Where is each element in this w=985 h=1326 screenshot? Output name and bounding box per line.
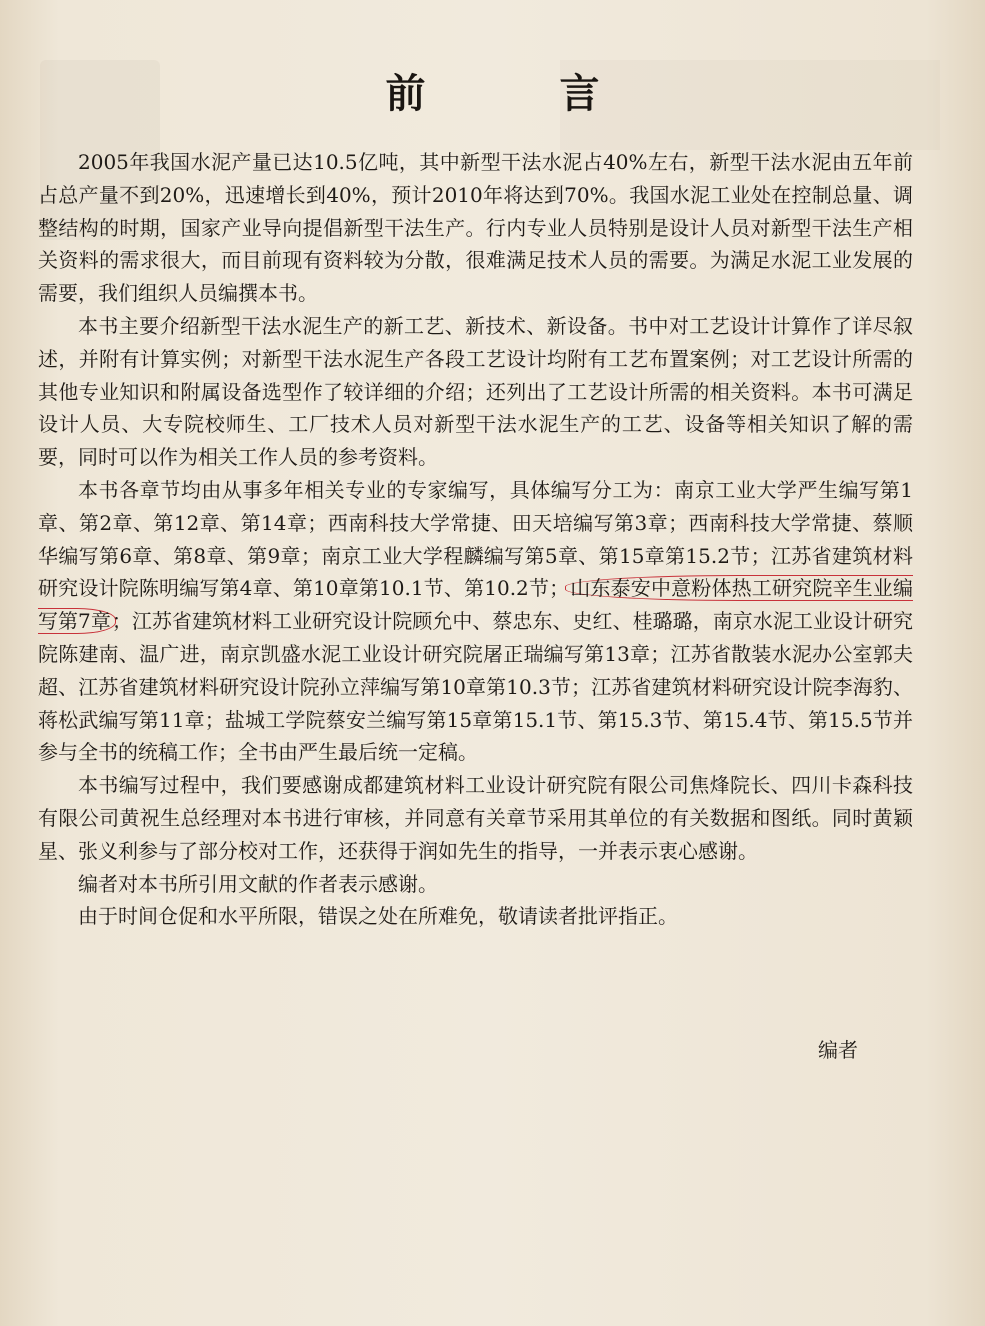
paragraph-3-end: ；江苏省建筑材料工业研究设计院顾允中、蔡忠东、史红、桂璐璐，南京水泥工业设计研究院陈建南、温广进，南京凯盛水泥工业设计研究院屠正瑞编写第13章；江苏省散装水泥办公室郭夫超、江苏省建筑材料研究设计院孙立萍编写第10章第10.3节；江苏省建筑材料研究设计院李海豹、蒋松武编写第11章；盐城工学院蔡安兰编写第15章第15.1节、第15.3节、第15.4节、第15.5节并参与全书的统稿工作；全书由严生最后统一定稿。: [38, 609, 913, 765]
signature-editors: 编者: [818, 1038, 858, 1062]
paragraph-4: 本书编写过程中，我们要感谢成都建筑材料工业设计研究院有限公司焦烽院长、四川卡森科技有限公司黄祝生总经理对本书进行审核，并同意有关章节采用其单位的有关数据和图纸。同时黄颖星、张义利参与了部分校对工作，还获得于润如先生的指导，一并表示衷心感谢。: [38, 773, 913, 863]
preface-body: [38, 146, 913, 933]
paragraph-5: 编者对本书所引用文献的作者表示感谢。: [78, 871, 438, 896]
red-circled-annotation: 山东泰安中意粉体热工研究院辛生业编写第7章: [38, 576, 913, 634]
page-title: 前 言: [385, 70, 660, 117]
paragraph-3: [38, 474, 913, 769]
paragraph-1: 2005年我国水泥产量已达10.5亿吨，其中新型干法水泥占40%左右，新型干法水泥由五年前占总产量不到20%，迅速增长到40%，预计2010年将达到70%。我国水泥工业处在控制总量、调整结构的时期，国家产业导向提倡新型干法生产。行内专业人员特别是设计人员对新型干法生产相关资料的需求很大，而目前现有资料较为分散，很难满足技术人员的需要。为满足水泥工业发展的需要，我们组织人员编撰本书。: [38, 150, 913, 306]
paragraph-6: 由于时间仓促和水平所限，错误之处在所难免，敬请读者批评指正。: [78, 904, 678, 929]
paragraph-3-start: 本书各章节均由从事多年相关专业的专家编写，具体编写分工为：南京工业大学严生编写第1章、第2章、第12章、第14章；西南科技大学常捷、田天培编写第3章；西南科技大学常捷、蔡顺华编写第6章、第8章、第9章；南京工业大学程麟编写第5章、第15章第15.2节；江苏省建筑材料研究设计院陈明编写第4章、第10章第10.1节、第10.2节；: [38, 477, 913, 601]
paragraph-2: 本书主要介绍新型干法水泥生产的新工艺、新技术、新设备。书中对工艺设计计算作了详尽叙述，并附有计算实例；对新型干法水泥生产各段工艺设计均附有工艺布置案例；对工艺设计所需的其他专业知识和附属设备选型作了较详细的介绍；还列出了工艺设计所需的相关资料。本书可满足设计人员、大专院校师生、工厂技术人员对新型干法水泥生产的工艺、设备等相关知识了解的需要，同时可以作为相关工作人员的参考资料。: [38, 313, 913, 470]
